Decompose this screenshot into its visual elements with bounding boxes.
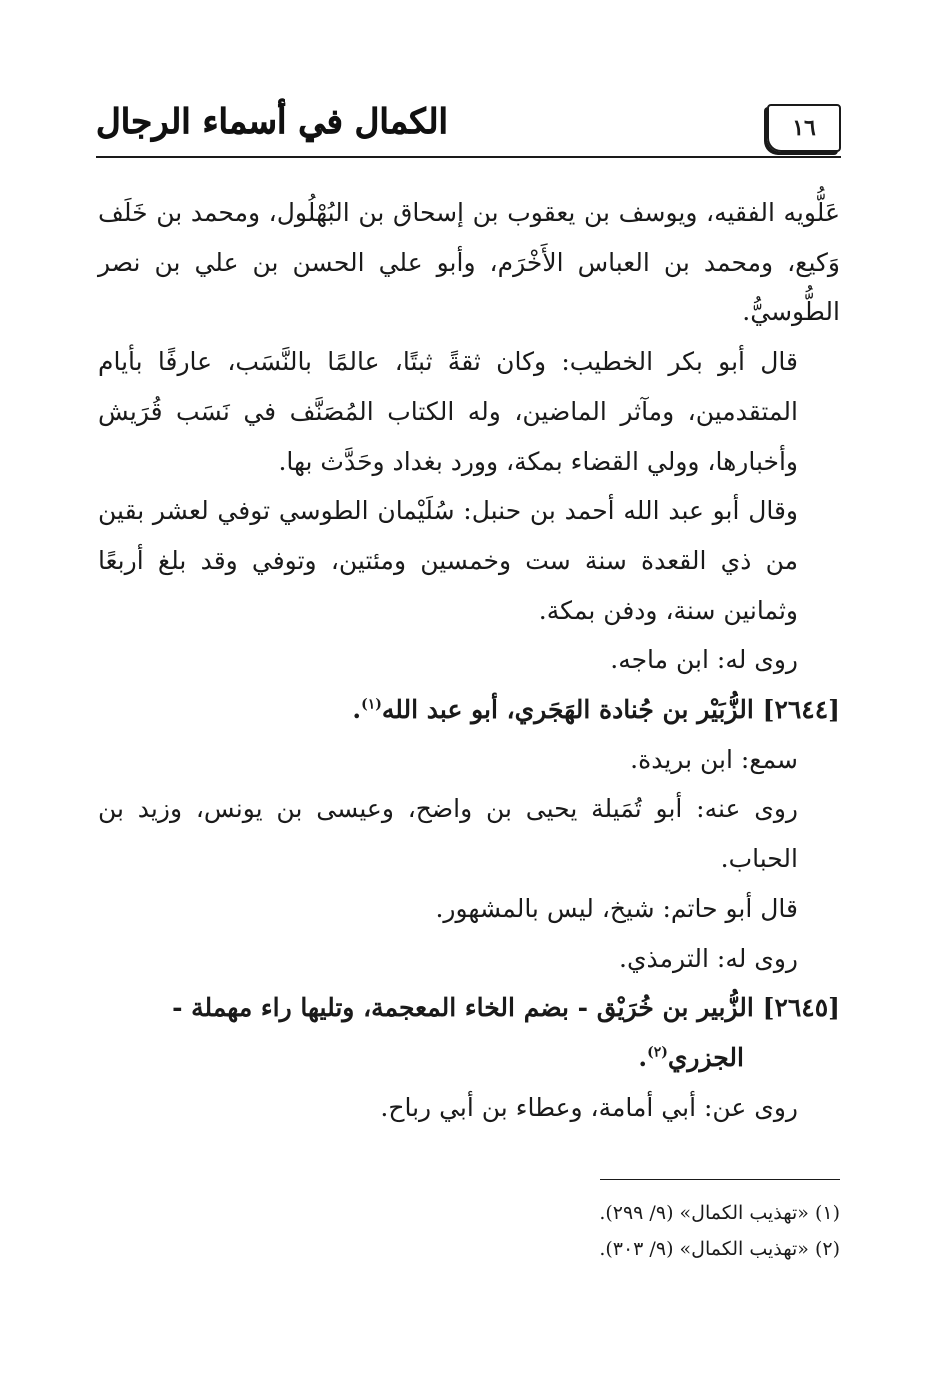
biography-entry-2645: [٢٦٤٥] الزُّبير بن خُرَيْق - بضم الخاء المعجمة، وتليها راء مهملة - الجزري$^{(٢)}$. xyxy=(172,993,840,1072)
entry-number: [٢٦٤٥] xyxy=(762,993,840,1023)
entry-name-cont: الجزري xyxy=(667,1042,744,1072)
book-title: الكمال في أسماء الرجال xyxy=(96,102,448,142)
paragraph-narrated-from: روى عن: أبي أمامة، وعطاء بن أبي رباح. xyxy=(380,1092,798,1122)
footnote-ref: (١) xyxy=(361,696,382,713)
footnote-1: (١) «تهذيب الكمال» (٩/ ٢٩٩). xyxy=(599,1202,840,1224)
footnote-divider xyxy=(600,1179,840,1180)
paragraph-heard: سمع: ابن بريدة. xyxy=(630,744,798,774)
paragraph-narrators: عَلُّويه الفقيه، ويوسف بن يعقوب بن إسحاق بن البُهْلُول، ومحمد بن خَلَف وَكيع، ومحمد بن العباس الأَخْرَم، وأبو علي الحسن بن علي بن نصر الطُّوسيُّ. xyxy=(98,198,840,327)
page-body xyxy=(98,188,840,1132)
footnote-ref: (٢) xyxy=(647,1044,668,1061)
entry-name: الزُّبَيْر بن جُنادة الهَجَري، أبو عبد الله xyxy=(381,695,754,725)
paragraph-ahmad: وقال أبو عبد الله أحمد بن حنبل: سُلَيْمان الطوسي توفي لعشر بقين من ذي القعدة سنة ست وخمسين ومئتين، وتوفي وقد بلغ أربعًا وثمانين سنة، ودفن بمكة. xyxy=(98,496,798,625)
entry-number: [٢٦٤٤] xyxy=(762,695,840,725)
header-divider xyxy=(96,156,841,158)
biography-entry-2644: [٢٦٤٤] الزُّبَيْر بن جُنادة الهَجَري، أبو عبد الله$^{(١)}$. xyxy=(352,695,840,725)
footnote-2: (٢) «تهذيب الكمال» (٩/ ٣٠٣). xyxy=(599,1238,840,1260)
paragraph-khatib: قال أبو بكر الخطيب: وكان ثقةً ثبتًا، عالمًا بالنَّسَب، عارفًا بأيام المتقدمين، ومآثر الماضين، وله الكتاب المُصَنَّف في نَسَب قُرَيش وأخبارها، وولي القضاء بمكة، وورد بغداد وحَدَّث بها. xyxy=(98,347,798,476)
page-header xyxy=(96,96,841,158)
paragraph-narrated-from-him: روى عنه: أبو تُمَيلة يحيى بن واضح، وعيسى بن يونس، وزيد بن الحباب. xyxy=(98,794,798,874)
paragraph-abu-hatim: قال أبو حاتم: شيخ، ليس بالمشهور. xyxy=(435,893,798,923)
paragraph-tirmidhi: روى له: الترمذي. xyxy=(619,943,798,973)
footnotes xyxy=(98,1195,840,1267)
paragraph-ibn-majah: روى له: ابن ماجه. xyxy=(610,645,798,675)
page-number: ١٦ xyxy=(767,104,841,152)
entry-name: الزُّبير بن خُرَيْق - بضم الخاء المعجمة، وتليها راء مهملة - xyxy=(172,993,754,1023)
